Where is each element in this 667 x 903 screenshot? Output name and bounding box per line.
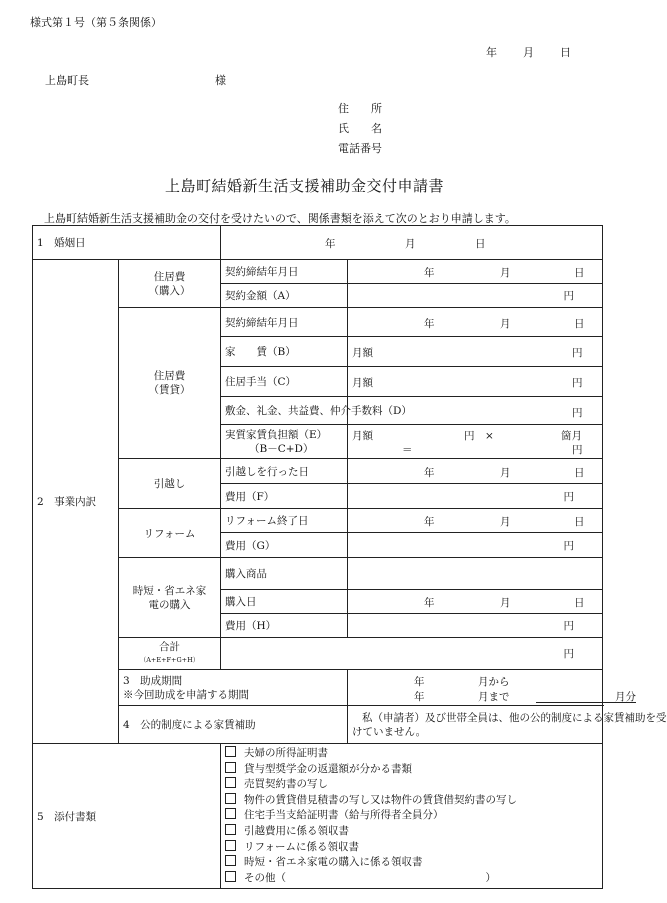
addressee: 上島町長 <box>45 74 89 87</box>
public-aid-label: 4 公的制度による家賃補助 <box>119 706 348 744</box>
attachment-item[interactable]: 夫婦の所得証明書 <box>225 746 598 762</box>
moving-date-label: 引越しを行った日 <box>221 459 348 484</box>
checkbox-icon <box>225 871 236 882</box>
checkbox-icon <box>225 777 236 788</box>
checkbox-icon <box>225 840 236 851</box>
allowance-c-label: 住居手当（C） <box>221 367 348 397</box>
moving-cost-field[interactable]: 円 <box>348 484 603 509</box>
appliance-date-field[interactable]: 年 月 日 <box>348 590 603 614</box>
reform-cost-field[interactable]: 円 <box>348 533 603 558</box>
purchase-amount-field[interactable]: 円 <box>348 284 603 308</box>
moving-label: 引越し <box>119 459 221 509</box>
row-marriage-date <box>33 226 603 260</box>
attachments-label: 5 添付書類 <box>33 744 221 889</box>
moving-date-field[interactable]: 年 月 日 <box>348 459 603 484</box>
reform-end-date-field[interactable]: 年 月 日 <box>348 509 603 533</box>
rent-contract-date-field[interactable]: 年 月 日 <box>348 308 603 337</box>
fees-d-field[interactable]: 円 <box>348 397 603 425</box>
appliance-item-field[interactable] <box>348 558 603 590</box>
appliance-cost-field[interactable]: 円 <box>348 614 603 638</box>
period-field[interactable]: 年 月から 年 月まで 月分 <box>348 670 603 706</box>
date-month: 月 <box>523 46 534 59</box>
public-aid-statement: 私（申請者）及び世帯全員は、他の公的制度による家賃補助を受 けていません。 <box>348 706 603 744</box>
attachments-checklist <box>221 744 603 889</box>
intro-text: 上島町結婚新生活支援補助金の交付を受けたいので、関係書類を添えて次のとおり申請します。 <box>44 212 516 225</box>
attachment-item[interactable]: 住宅手当支給証明書（給与所得者全員分） <box>225 808 598 824</box>
allowance-c-field[interactable]: 月額 円 <box>348 367 603 397</box>
appliance-cost-label: 費用（H） <box>221 614 348 638</box>
checkbox-icon <box>225 746 236 757</box>
actual-e-label: 実質家賃負担額（E） （B－C+D） <box>221 425 348 459</box>
reform-label: リフォーム <box>119 509 221 558</box>
checkbox-icon <box>225 793 236 804</box>
total-field[interactable]: 円 <box>221 638 603 670</box>
attachment-item[interactable]: 売買契約書の写し <box>225 777 598 793</box>
fees-d-label: 敷金、礼金、共益費、仲介手数料（D） <box>221 397 348 425</box>
checkbox-icon <box>225 762 236 773</box>
moving-cost-label: 費用（F） <box>221 484 348 509</box>
applicant-phone-label: 電話番号 <box>338 142 382 155</box>
attachment-item[interactable]: 貸与型奨学金の返還額が分かる書類 <box>225 762 598 778</box>
purchase-label: 住居費 （購入） <box>119 260 221 308</box>
rent-b-field[interactable]: 月額 円 <box>348 337 603 367</box>
attachment-item[interactable]: 時短・省エネ家電の購入に係る領収書 <box>225 855 598 871</box>
reform-cost-label: 費用（G） <box>221 533 348 558</box>
document-title: 上島町結婚新生活支援補助金交付申請書 <box>165 177 445 195</box>
rent-contract-date-label: 契約締結年月日 <box>221 308 348 337</box>
attachment-item[interactable]: 物件の賃貸借見積書の写し又は物件の賃貸借契約書の写し <box>225 793 598 809</box>
rent-label: 住居費 （賃貸） <box>119 308 221 459</box>
purchase-contract-date-label: 契約締結年月日 <box>221 260 348 284</box>
period-label: 3 助成期間 ※今回助成を申請する期間 <box>119 670 348 706</box>
section2-label: 2 事業内訳 <box>33 260 119 744</box>
reform-end-date-label: リフォーム終了日 <box>221 509 348 533</box>
applicant-address-label: 住 所 <box>338 102 382 115</box>
honorific: 様 <box>215 74 226 87</box>
rent-b-label: 家 賃（B） <box>221 337 348 367</box>
applicant-name-label: 氏 名 <box>338 122 382 135</box>
appliance-item-label: 購入商品 <box>221 558 348 590</box>
purchase-amount-label: 契約金額（A） <box>221 284 348 308</box>
total-label: 合計 （A+E+F+G+H） <box>119 638 221 670</box>
date-year: 年 <box>486 46 497 59</box>
appliance-date-label: 購入日 <box>221 590 348 614</box>
attachment-item[interactable]: リフォームに係る領収書 <box>225 840 598 856</box>
checkbox-icon <box>225 855 236 866</box>
actual-e-field[interactable]: 月額 円 × 箇月 ＝ 円 <box>348 425 603 459</box>
form-number: 様式第１号（第５条関係） <box>30 16 162 29</box>
marriage-date-field[interactable]: 年 月 日 <box>221 226 603 260</box>
attachment-item[interactable]: 引越費用に係る領収書 <box>225 824 598 840</box>
appliance-label: 時短・省エネ家 電の購入 <box>119 558 221 638</box>
purchase-contract-date-field[interactable]: 年 月 日 <box>348 260 603 284</box>
checkbox-icon <box>225 808 236 819</box>
date-day: 日 <box>560 46 571 59</box>
marriage-date-label: 1 婚姻日 <box>33 226 221 260</box>
attachment-item[interactable]: その他（ ） <box>225 871 598 887</box>
checkbox-icon <box>225 824 236 835</box>
period-months-count: 月分 <box>536 689 636 703</box>
application-table <box>32 225 667 889</box>
